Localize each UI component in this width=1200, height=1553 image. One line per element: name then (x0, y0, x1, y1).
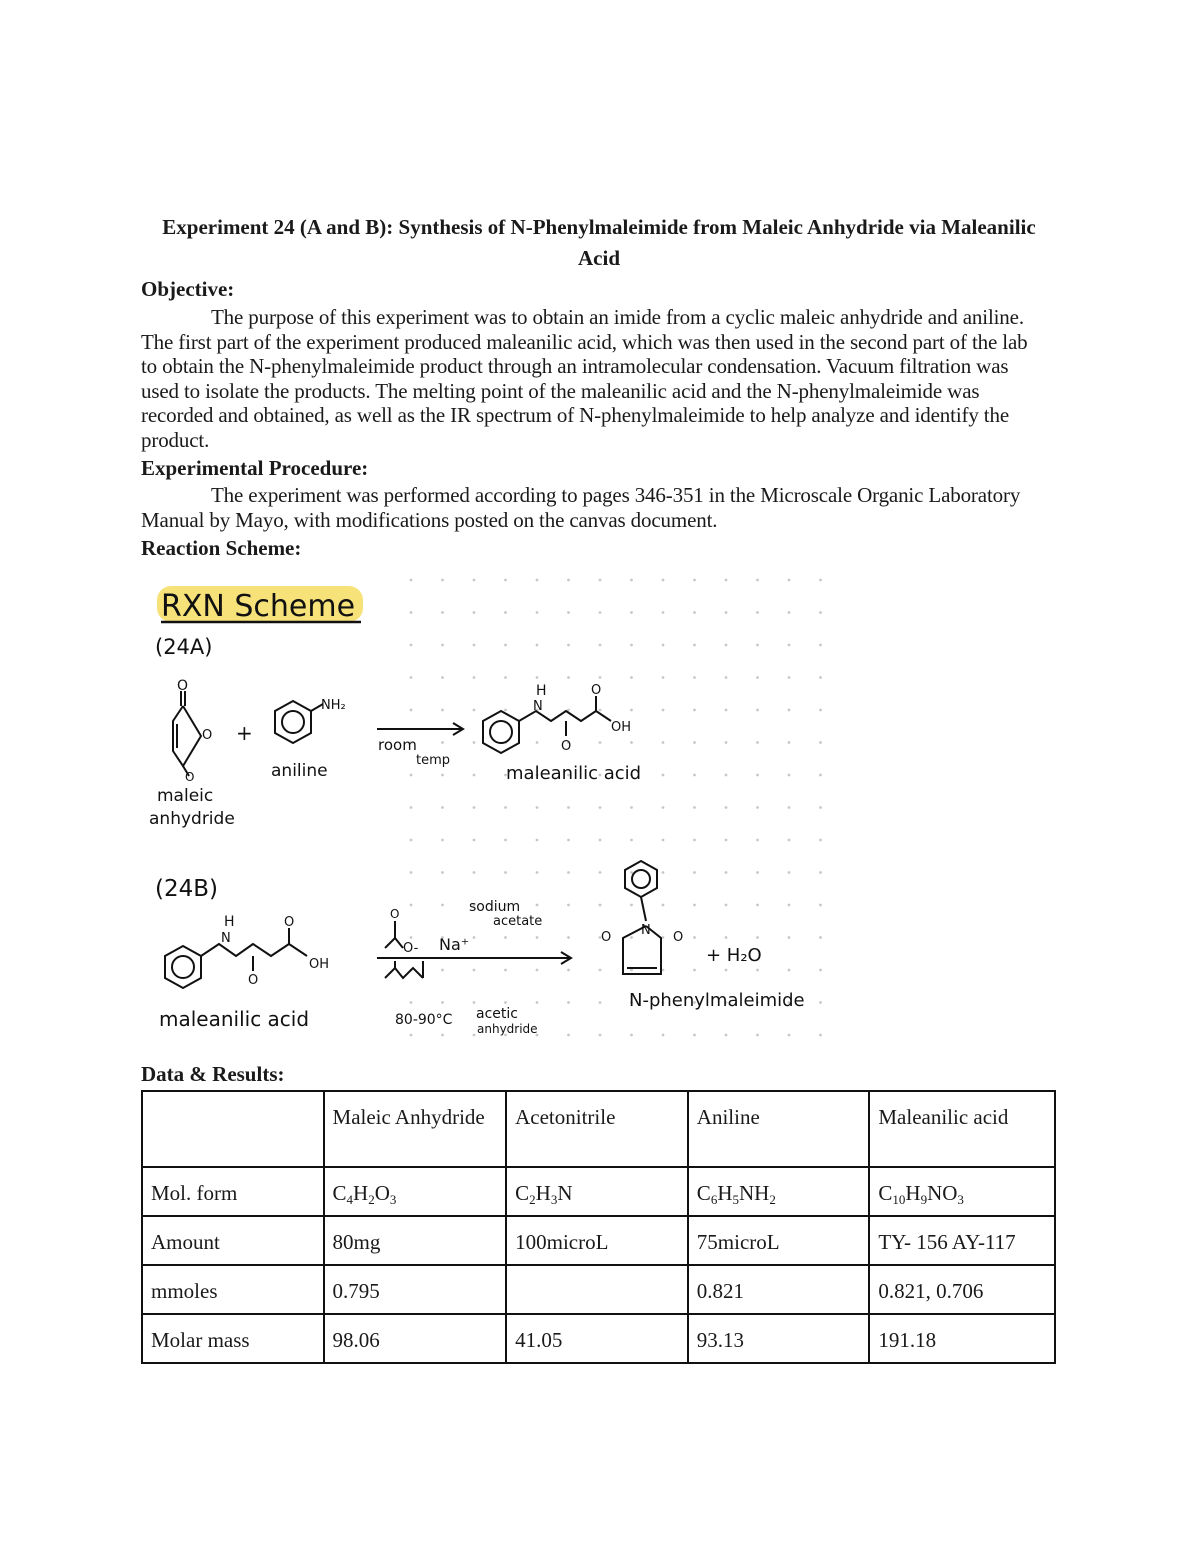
grid-dot (819, 806, 822, 809)
grid-dot (599, 676, 602, 679)
grid-dot (599, 709, 602, 712)
grid-dot (441, 871, 444, 874)
table-row (142, 1314, 1055, 1363)
grid-dot (693, 1034, 696, 1037)
column-header (142, 1091, 324, 1167)
grid-dot (756, 644, 759, 647)
temperature-label: 80-90°C (395, 1012, 453, 1028)
grid-dot (725, 1034, 728, 1037)
grid-dot (536, 611, 539, 614)
maleic-anhydride-structure (173, 691, 201, 776)
grid-dot (662, 904, 665, 907)
reaction-scheme-figure (141, 566, 841, 1046)
maleanilic-acid-structure-b (165, 928, 307, 988)
grid-dot (756, 676, 759, 679)
grid-dot (504, 1001, 507, 1004)
grid-dot (788, 936, 791, 939)
grid-dot (567, 871, 570, 874)
table-cell: $C_2H_3N$ (506, 1167, 688, 1216)
grid-dot (725, 871, 728, 874)
grid-dot (473, 1034, 476, 1037)
grid-dot (536, 741, 539, 744)
grid-dot (441, 579, 444, 582)
grid-dot (599, 611, 602, 614)
grid-dot (725, 741, 728, 744)
grid-dot (410, 936, 413, 939)
grid-dot (725, 969, 728, 972)
table-cell: 93.13 (688, 1314, 870, 1363)
imide-n: N (641, 923, 651, 938)
grid-dot (630, 741, 633, 744)
grid-dot (693, 936, 696, 939)
grid-dot (819, 871, 822, 874)
grid-dot (725, 709, 728, 712)
row-label: mmoles (142, 1265, 324, 1314)
dot-grid (410, 579, 822, 1037)
grid-dot (693, 579, 696, 582)
grid-dot (536, 644, 539, 647)
grid-dot (819, 611, 822, 614)
grid-dot (756, 579, 759, 582)
grid-dot (410, 676, 413, 679)
grid-dot (788, 969, 791, 972)
acetate-o: O (390, 907, 400, 921)
grid-dot (788, 774, 791, 777)
grid-dot (599, 644, 602, 647)
grid-dot (410, 644, 413, 647)
grid-dot (788, 806, 791, 809)
grid-dot (567, 644, 570, 647)
grid-dot (756, 936, 759, 939)
grid-dot (630, 969, 633, 972)
grid-dot (756, 871, 759, 874)
table-header-row (142, 1091, 1055, 1167)
grid-dot (504, 936, 507, 939)
part-b-label: (24B) (155, 876, 218, 902)
grid-dot (819, 579, 822, 582)
grid-dot (788, 676, 791, 679)
grid-dot (567, 1001, 570, 1004)
grid-dot (441, 611, 444, 614)
column-header: Maleanilic acid (869, 1091, 1055, 1167)
grid-dot (567, 969, 570, 972)
grid-dot (756, 709, 759, 712)
grid-dot (630, 579, 633, 582)
grid-dot (441, 644, 444, 647)
column-header: Maleic Anhydride (324, 1091, 507, 1167)
sodium-ion: Na⁺ (439, 935, 470, 954)
grid-dot (788, 644, 791, 647)
table-cell: $C_4H_2O_3$ (324, 1167, 507, 1216)
aniline-structure (275, 701, 323, 743)
grid-dot (599, 806, 602, 809)
grid-dot (693, 709, 696, 712)
grid-dot (756, 741, 759, 744)
grid-dot (693, 774, 696, 777)
grid-dot (756, 839, 759, 842)
grid-dot (788, 904, 791, 907)
grid-dot (819, 644, 822, 647)
maleic-label-line1: maleic (157, 786, 214, 806)
grid-dot (630, 936, 633, 939)
grid-dot (819, 1034, 822, 1037)
plus-sign-a: + (236, 721, 253, 745)
grid-dot (441, 839, 444, 842)
water-byproduct: + H₂O (706, 945, 762, 966)
grid-dot (473, 774, 476, 777)
grid-dot (725, 579, 728, 582)
grid-dot (473, 839, 476, 842)
grid-dot (410, 774, 413, 777)
maleanilic-label-b: maleanilic acid (159, 1007, 310, 1031)
table-cell: 80mg (324, 1216, 507, 1265)
grid-dot (630, 806, 633, 809)
grid-dot (441, 904, 444, 907)
grid-dot (410, 806, 413, 809)
grid-dot (536, 806, 539, 809)
grid-dot (536, 969, 539, 972)
maleic-carbonyl-o-bottom: O (185, 770, 195, 784)
grid-dot (410, 839, 413, 842)
grid-dot (473, 936, 476, 939)
maleanilic-a-oh: OH (611, 720, 632, 735)
aniline-label: aniline (271, 761, 328, 781)
grid-dot (662, 579, 665, 582)
grid-dot (630, 839, 633, 842)
sodium-acetate-label-1: sodium (469, 899, 521, 915)
grid-dot (473, 644, 476, 647)
grid-dot (725, 774, 728, 777)
maleanilic-b-h: H (224, 914, 235, 930)
grid-dot (473, 806, 476, 809)
condition-temp: temp (416, 753, 451, 768)
grid-dot (504, 806, 507, 809)
grid-dot (788, 741, 791, 744)
grid-dot (504, 644, 507, 647)
grid-dot (536, 904, 539, 907)
grid-dot (536, 579, 539, 582)
table-row (142, 1265, 1055, 1314)
grid-dot (441, 806, 444, 809)
results-table-body (142, 1091, 1055, 1363)
maleanilic-label-a: maleanilic acid (506, 763, 642, 784)
grid-dot (662, 676, 665, 679)
grid-dot (693, 904, 696, 907)
grid-dot (504, 871, 507, 874)
grid-dot (725, 644, 728, 647)
grid-dot (662, 644, 665, 647)
grid-dot (756, 969, 759, 972)
table-cell: 100microL (506, 1216, 688, 1265)
grid-dot (567, 936, 570, 939)
grid-dot (725, 806, 728, 809)
grid-dot (473, 611, 476, 614)
grid-dot (788, 579, 791, 582)
grid-dot (410, 871, 413, 874)
grid-dot (662, 1034, 665, 1037)
table-cell: 0.821 (688, 1265, 870, 1314)
grid-dot (567, 1034, 570, 1037)
grid-dot (630, 676, 633, 679)
grid-dot (725, 839, 728, 842)
grid-dot (630, 904, 633, 907)
maleic-label-line2: anhydride (149, 809, 235, 829)
grid-dot (630, 871, 633, 874)
grid-dot (536, 676, 539, 679)
grid-dot (788, 839, 791, 842)
grid-dot (819, 676, 822, 679)
grid-dot (725, 611, 728, 614)
grid-dot (756, 904, 759, 907)
grid-dot (599, 871, 602, 874)
grid-dot (473, 579, 476, 582)
grid-dot (504, 709, 507, 712)
grid-dot (819, 904, 822, 907)
grid-dot (599, 1001, 602, 1004)
grid-dot (662, 871, 665, 874)
table-cell: TY- 156 AY-117 (869, 1216, 1055, 1265)
grid-dot (693, 871, 696, 874)
grid-dot (662, 709, 665, 712)
grid-dot (788, 1034, 791, 1037)
maleic-ring-o: O (202, 728, 213, 743)
grid-dot (473, 709, 476, 712)
grid-dot (725, 904, 728, 907)
grid-dot (599, 741, 602, 744)
grid-dot (662, 936, 665, 939)
grid-dot (410, 611, 413, 614)
maleic-carbonyl-o-top: O (177, 678, 189, 694)
grid-dot (788, 871, 791, 874)
grid-dot (662, 741, 665, 744)
grid-dot (441, 1034, 444, 1037)
maleanilic-a-n: N (533, 699, 543, 714)
part-a-label: (24A) (155, 635, 213, 659)
results-heading: Data & Results: (141, 1062, 285, 1086)
maleanilic-acid-structure-a (483, 696, 611, 753)
imide-o-left: O (601, 930, 612, 945)
row-label: Mol. form (142, 1167, 324, 1216)
grid-dot (410, 579, 413, 582)
grid-dot (819, 774, 822, 777)
grid-dot (473, 1001, 476, 1004)
grid-dot (788, 611, 791, 614)
table-cell: 0.821, 0.706 (869, 1265, 1055, 1314)
maleanilic-b-n: N (221, 931, 231, 946)
grid-dot (599, 1034, 602, 1037)
scheme-banner: RXN Scheme (161, 589, 356, 624)
grid-dot (504, 969, 507, 972)
grid-dot (630, 1034, 633, 1037)
acetic-anhydride-label-1: acetic (476, 1006, 518, 1022)
grid-dot (819, 709, 822, 712)
procedure-heading: Experimental Procedure: (141, 456, 369, 480)
grid-dot (725, 936, 728, 939)
grid-dot (441, 1001, 444, 1004)
grid-dot (536, 839, 539, 842)
aniline-nh2: NH₂ (321, 698, 346, 713)
grid-dot (819, 839, 822, 842)
grid-dot (725, 676, 728, 679)
grid-dot (441, 969, 444, 972)
grid-dot (693, 644, 696, 647)
grid-dot (504, 611, 507, 614)
grid-dot (441, 741, 444, 744)
imide-o-right: O (673, 930, 684, 945)
table-row (142, 1216, 1055, 1265)
grid-dot (473, 676, 476, 679)
grid-dot (819, 1001, 822, 1004)
table-row (142, 1167, 1055, 1216)
table-cell: 0.795 (324, 1265, 507, 1314)
grid-dot (662, 969, 665, 972)
maleanilic-b-oh: OH (309, 957, 330, 972)
grid-dot (630, 611, 633, 614)
table-cell: 191.18 (869, 1314, 1055, 1363)
table-cell: 75microL (688, 1216, 870, 1265)
maleanilic-a-h: H (536, 683, 547, 699)
grid-dot (410, 709, 413, 712)
grid-dot (567, 579, 570, 582)
table-cell: $C_{10}H_9NO_3$ (869, 1167, 1055, 1216)
grid-dot (441, 774, 444, 777)
maleanilic-b-o-top: O (284, 915, 295, 930)
table-cell: 41.05 (506, 1314, 688, 1363)
grid-dot (599, 579, 602, 582)
grid-dot (756, 611, 759, 614)
grid-dot (536, 936, 539, 939)
maleanilic-a-o-top: O (591, 683, 602, 698)
grid-dot (756, 1034, 759, 1037)
grid-dot (630, 709, 633, 712)
scheme-heading: Reaction Scheme: (141, 536, 302, 560)
grid-dot (441, 709, 444, 712)
grid-dot (599, 839, 602, 842)
row-label: Molar mass (142, 1314, 324, 1363)
grid-dot (693, 611, 696, 614)
table-cell (506, 1265, 688, 1314)
grid-dot (410, 904, 413, 907)
grid-dot (819, 936, 822, 939)
grid-dot (662, 611, 665, 614)
grid-dot (504, 676, 507, 679)
condition-room: room (378, 736, 417, 754)
grid-dot (410, 1034, 413, 1037)
product-label: N-phenylmaleimide (629, 990, 805, 1011)
grid-dot (630, 644, 633, 647)
row-label: Amount (142, 1216, 324, 1265)
table-cell: 98.06 (324, 1314, 507, 1363)
n-phenylmaleimide-structure (623, 861, 661, 974)
grid-dot (536, 1001, 539, 1004)
grid-dot (567, 839, 570, 842)
grid-dot (693, 676, 696, 679)
grid-dot (662, 806, 665, 809)
document-title: Experiment 24 (A and B): Synthesis of N-Phenylmaleimide from Maleic Anhydride via Maleanilic Acid (162, 215, 1036, 270)
sodium-acetate-label-2: acetate (493, 914, 543, 929)
acetate-o-minus: O- (403, 941, 419, 956)
grid-dot (536, 871, 539, 874)
objective-paragraph: The purpose of this experiment was to obtain an imide from a cyclic maleic anhydride and aniline. The first part of the experiment produced maleanilic acid, which was then used in the second part of the lab to obtain the N-phenylmaleimide product through an intramolecular condensation. Vacuum filtration was used to isolate the products. The melting point of the maleanilic acid and the N-phenylmaleimide was recorded and obtained, as well as the IR spectrum of N-phenylmaleimide to help analyze and identify the product. (141, 305, 1028, 452)
grid-dot (567, 676, 570, 679)
column-header: Acetonitrile (506, 1091, 688, 1167)
grid-dot (504, 579, 507, 582)
grid-dot (441, 676, 444, 679)
maleanilic-a-o: O (561, 739, 572, 754)
grid-dot (693, 839, 696, 842)
grid-dot (693, 969, 696, 972)
grid-dot (473, 969, 476, 972)
column-header: Aniline (688, 1091, 870, 1167)
grid-dot (473, 871, 476, 874)
grid-dot (567, 806, 570, 809)
grid-dot (504, 839, 507, 842)
grid-dot (567, 904, 570, 907)
grid-dot (567, 611, 570, 614)
grid-dot (599, 969, 602, 972)
grid-dot (788, 709, 791, 712)
grid-dot (819, 969, 822, 972)
results-table (141, 1090, 1056, 1364)
grid-dot (410, 1001, 413, 1004)
grid-dot (756, 806, 759, 809)
procedure-paragraph: The experiment was performed according to pages 346-351 in the Microscale Organic Laboratory Manual by Mayo, with modifications posted on the canvas document. (141, 483, 1021, 532)
grid-dot (819, 741, 822, 744)
grid-dot (473, 741, 476, 744)
grid-dot (662, 774, 665, 777)
grid-dot (662, 839, 665, 842)
grid-dot (693, 741, 696, 744)
table-cell: $C_6H_5NH_2$ (688, 1167, 870, 1216)
acetic-anhydride-label-2: anhydride (477, 1022, 538, 1036)
maleanilic-b-o: O (248, 973, 259, 988)
grid-dot (599, 904, 602, 907)
objective-heading: Objective: (141, 277, 235, 301)
grid-dot (693, 806, 696, 809)
grid-dot (756, 774, 759, 777)
